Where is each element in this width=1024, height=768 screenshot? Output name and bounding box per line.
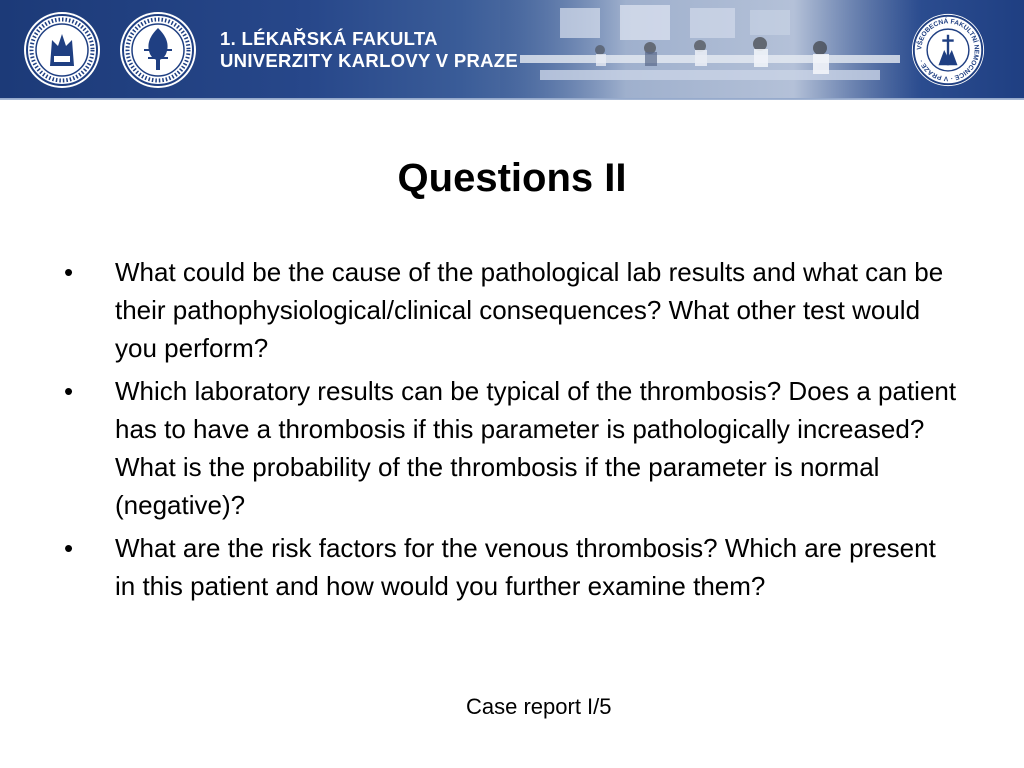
- question-text: What could be the cause of the pathological lab results and what can be their pathophysiological/clinical consequences? What other test would you perform?: [115, 257, 944, 363]
- question-list: [58, 253, 958, 610]
- header-banner: [0, 0, 1024, 100]
- bullet-icon: •: [64, 257, 74, 287]
- header-divider: [0, 98, 1024, 100]
- lab-photo-image: [500, 0, 920, 98]
- bullet-icon: •: [64, 533, 74, 563]
- question-text: Which laboratory results can be typical of the thrombosis? Does a patient has to have a thrombosis if this parameter is pathologically increased? What is the probability of the thrombosis if the parameter is normal (negative)?: [115, 376, 957, 520]
- list-item: [58, 253, 958, 367]
- university-seal-icon: [22, 10, 102, 90]
- list-item: [58, 529, 958, 605]
- faculty-name-line1: 1. LÉKAŘSKÁ FAKULTA: [220, 28, 438, 49]
- slide-title: Questions II: [397, 156, 627, 200]
- hospital-seal-icon: [910, 12, 986, 88]
- faculty-name: [220, 28, 518, 72]
- faculty-name-line2: UNIVERZITY KARLOVY V PRAZE: [220, 50, 519, 71]
- faculty-seal-icon: [118, 10, 198, 90]
- bullet-icon: •: [64, 376, 74, 406]
- hospital-seal-text: VŠEOBECNÁ FAKULTNÍ NEMOCNICE · V PRAZE ·: [916, 18, 980, 82]
- list-item: [58, 372, 958, 524]
- question-text: What are the risk factors for the venous thrombosis? Which are present in this patient and how would you further examine them?: [115, 533, 936, 601]
- slide-footer: Case report I/5: [466, 694, 612, 719]
